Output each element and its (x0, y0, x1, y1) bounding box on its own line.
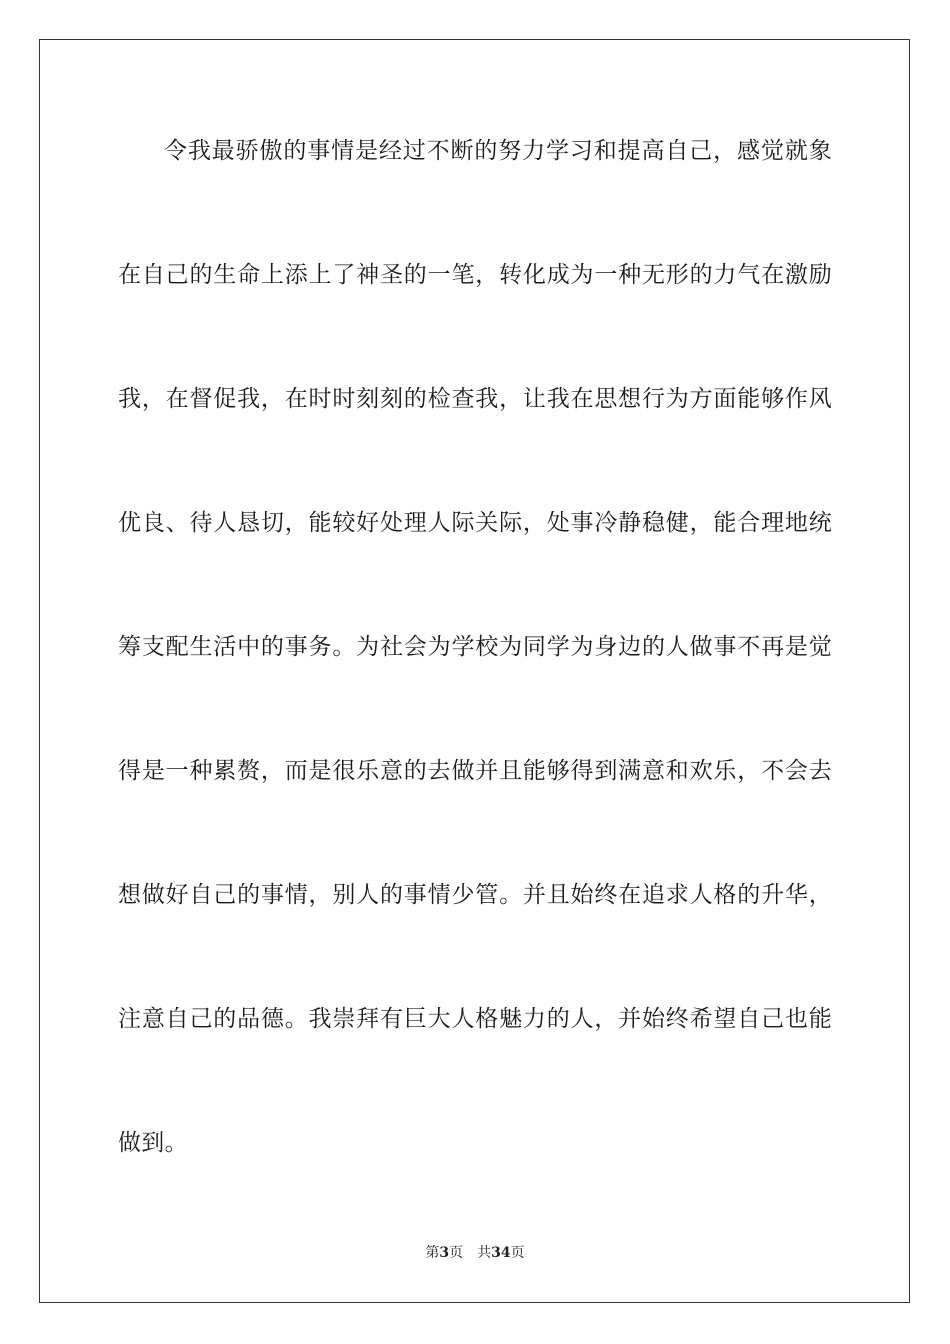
paragraph-line-4: 优良、待人恳切，能较好处理人际关际，处事冷静稳健，能合理地统 (118, 510, 832, 536)
total-suffix: 页 (510, 1245, 525, 1261)
paragraph-line-2: 在自己的生命上添上了神圣的一笔，转化成为一种无形的力气在激励 (118, 262, 832, 288)
paragraph-line-3: 我，在督促我，在时时刻刻的检查我，让我在思想行为方面能够作风 (118, 386, 832, 412)
page-suffix: 页 (449, 1245, 464, 1261)
page-footer (0, 1243, 950, 1263)
paragraph-line-8: 注意自己的品德。我崇拜有巨大人格魅力的人，并始终希望自己也能 (118, 1006, 832, 1032)
paragraph-line-9: 做到。 (118, 1130, 188, 1156)
paragraph-line-1: 令我最骄傲的事情是经过不断的努力学习和提高自己，感觉就象 (164, 138, 832, 164)
page-prefix: 第 (425, 1245, 440, 1261)
total-page-count: 34 (491, 1245, 511, 1261)
paragraph-line-6: 得是一种累赘，而是很乐意的去做并且能够得到满意和欢乐，不会去 (118, 758, 832, 784)
total-prefix: 共 (477, 1245, 492, 1261)
paragraph-line-7: 想做好自己的事情，别人的事情少管。并且始终在追求人格的升华， (118, 882, 832, 908)
current-page-number: 3 (439, 1245, 450, 1261)
paragraph-line-5: 筹支配生活中的事务。为社会为学校为同学为身边的人做事不再是觉 (118, 634, 832, 660)
page-border (39, 39, 910, 1303)
